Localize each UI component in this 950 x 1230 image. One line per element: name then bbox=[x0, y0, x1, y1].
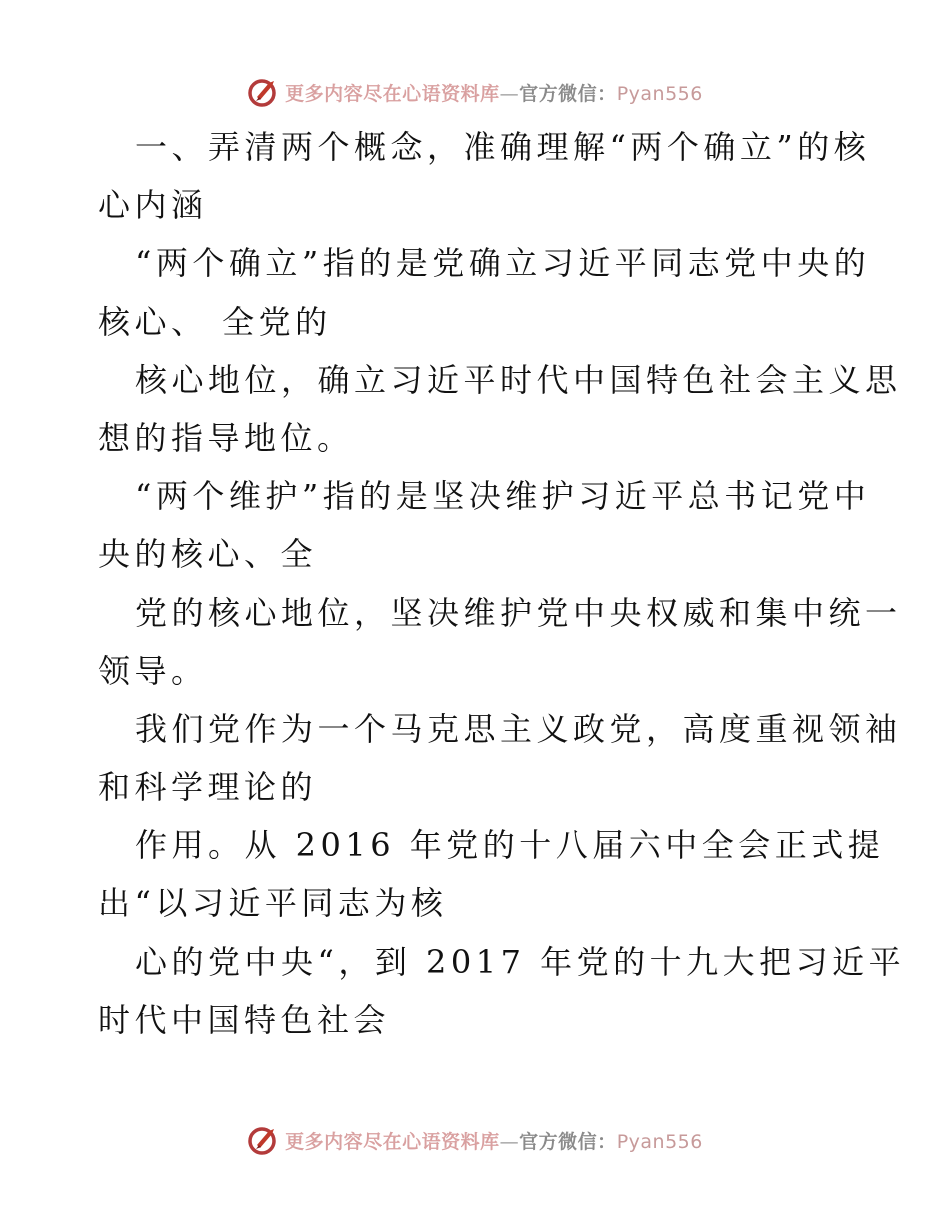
page-header-watermark bbox=[0, 72, 950, 112]
body-line: 时代中国特色社会 bbox=[98, 1000, 391, 1039]
document-body bbox=[98, 118, 906, 1049]
body-line: 核心地位，确立习近平时代中国特色社会主义思 bbox=[135, 360, 902, 399]
wechat-label: 官方微信： bbox=[519, 82, 617, 105]
body-line: 心的党中央“，到 2017 年党的十九大把习近平 bbox=[135, 942, 906, 981]
body-line: 想的指导地位。 bbox=[98, 418, 354, 457]
body-line: 出“以习近平同志为核 bbox=[98, 884, 448, 923]
body-line: “两个维护”指的是坚决维护习近平总书记党中 bbox=[135, 477, 871, 516]
wechat-id: Pyan556 bbox=[616, 82, 703, 105]
body-line: 作用。从 2016 年党的十八届六中全会正式提 bbox=[135, 826, 885, 865]
body-line: 心内涵 bbox=[98, 186, 208, 225]
body-line: 核心、 全党的 bbox=[98, 302, 332, 341]
wechat-id: Pyan556 bbox=[616, 1130, 703, 1153]
brand-slogan: 更多内容尽在心语资料库 bbox=[285, 82, 500, 105]
body-line: 我们党作为一个马克思主义政党，高度重视领袖 bbox=[135, 709, 902, 748]
brand-logo-icon bbox=[247, 75, 281, 109]
brand-separator: — bbox=[499, 1130, 520, 1153]
body-line: 一、弄清两个概念，准确理解“两个确立”的核 bbox=[135, 128, 871, 166]
brand-logo-icon bbox=[247, 1123, 281, 1157]
body-line: 央的核心、全 bbox=[98, 535, 318, 574]
brand-slogan: 更多内容尽在心语资料库 bbox=[285, 1130, 500, 1153]
brand-separator: — bbox=[499, 82, 520, 105]
wechat-label: 官方微信： bbox=[519, 1130, 617, 1153]
body-line: 党的核心地位，坚决维护党中央权威和集中统一 bbox=[135, 593, 902, 632]
page-footer-watermark bbox=[0, 1120, 950, 1160]
body-line: “两个确立”指的是党确立习近平同志党中央的 bbox=[135, 244, 871, 283]
body-line: 领导。 bbox=[98, 651, 208, 690]
body-line: 和科学理论的 bbox=[98, 768, 318, 807]
